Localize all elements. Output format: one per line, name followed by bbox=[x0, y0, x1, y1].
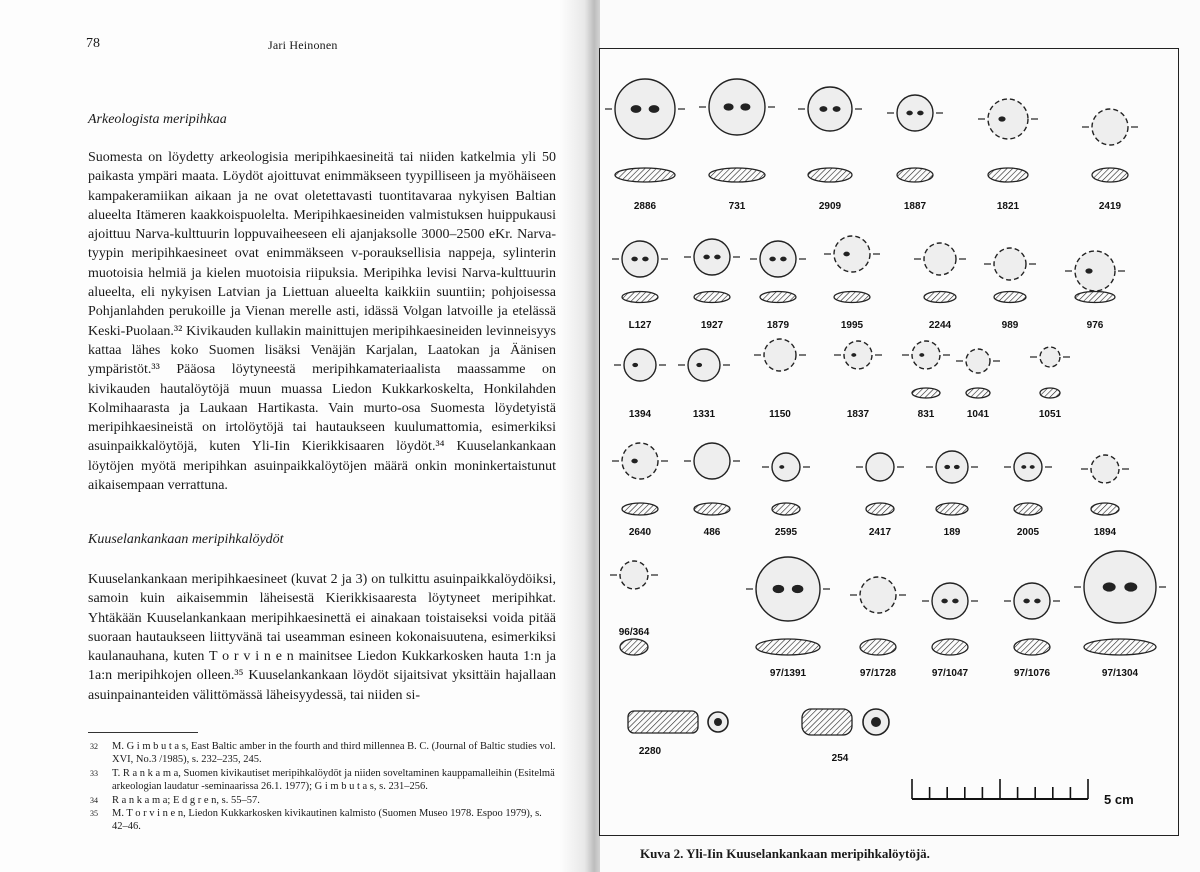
cross-section bbox=[988, 168, 1028, 182]
cross-section bbox=[1040, 388, 1060, 398]
amber-finds-drawing bbox=[600, 49, 1177, 834]
catalog-number: 2417 bbox=[868, 527, 892, 538]
footnote-text: R a n k a m a; E d g r e n, s. 55–57. bbox=[112, 794, 260, 806]
drill-hole bbox=[919, 353, 924, 357]
cross-section bbox=[994, 292, 1026, 303]
cross-section bbox=[772, 503, 800, 515]
running-head: Jari Heinonen bbox=[268, 38, 338, 52]
footnote-text: M. T o r v i n e n, Liedon Kukkarkosken kivikautinen kalmisto (Suomen Museo 1978. Espoo 1979), s. 42–46. bbox=[112, 808, 542, 833]
amber-disc bbox=[622, 443, 658, 479]
scale-label: 5 cm bbox=[1104, 792, 1134, 807]
catalog-number: 1837 bbox=[846, 409, 870, 420]
footnote-number: 35 bbox=[90, 809, 98, 819]
drill-hole bbox=[1085, 268, 1092, 273]
section-heading-kuuselankangas-finds: Kuuselankankaan meripihkalöydöt bbox=[88, 532, 284, 547]
catalog-number: 189 bbox=[943, 527, 961, 538]
drill-hole bbox=[941, 599, 947, 604]
amber-disc bbox=[866, 453, 894, 481]
drill-hole bbox=[1124, 582, 1137, 591]
drill-hole bbox=[917, 111, 923, 116]
drill-hole bbox=[952, 599, 958, 604]
catalog-number: 97/1304 bbox=[1101, 668, 1139, 679]
catalog-number: 2595 bbox=[774, 527, 798, 538]
drill-hole bbox=[851, 353, 856, 357]
amber-disc bbox=[756, 557, 820, 621]
cross-section bbox=[897, 168, 933, 182]
drill-hole bbox=[906, 111, 912, 116]
amber-disc bbox=[897, 95, 933, 131]
catalog-number: L127 bbox=[628, 320, 652, 331]
cross-section bbox=[622, 292, 658, 303]
footnote-divider bbox=[88, 732, 198, 733]
catalog-number: 1150 bbox=[769, 409, 791, 420]
catalog-number: 2886 bbox=[633, 201, 657, 212]
amber-disc bbox=[1075, 251, 1115, 291]
page-number: 78 bbox=[86, 36, 100, 51]
cross-section bbox=[834, 292, 870, 303]
cross-section bbox=[924, 292, 956, 303]
catalog-number: 2280 bbox=[638, 746, 662, 757]
catalog-number: 96/364 bbox=[618, 627, 650, 638]
footnote-text: T. R a n k a m a, Suomen kivikautiset meripihkalöydöt ja niiden soveltaminen kauppamalleihin (Esitelmä arkeologian laudatur -seminaarissa 26.1. 1977); G i m b u t a s, s. 231–256. bbox=[112, 767, 555, 793]
cross-section bbox=[1091, 503, 1119, 515]
amber-disc bbox=[709, 79, 765, 135]
drill-hole bbox=[649, 105, 660, 113]
drill-hole bbox=[998, 116, 1005, 121]
amber-disc bbox=[994, 248, 1026, 280]
catalog-number: 989 bbox=[1001, 320, 1019, 331]
amber-disc bbox=[1084, 551, 1156, 623]
amber-disc bbox=[924, 243, 956, 275]
drill-hole bbox=[843, 252, 849, 257]
drill-hole bbox=[1030, 465, 1035, 469]
amber-disc bbox=[694, 443, 730, 479]
cross-section bbox=[912, 388, 940, 398]
drill-hole bbox=[740, 103, 750, 110]
amber-disc bbox=[1092, 109, 1128, 145]
amber-disc bbox=[936, 451, 968, 483]
amber-disc bbox=[844, 341, 872, 369]
amber-disc bbox=[912, 341, 940, 369]
drill-hole bbox=[714, 255, 720, 260]
catalog-number: 97/1076 bbox=[1013, 668, 1051, 679]
amber-disc bbox=[615, 79, 675, 139]
catalog-number: 1879 bbox=[766, 320, 790, 331]
cross-section bbox=[1014, 503, 1042, 515]
cross-section bbox=[694, 503, 730, 515]
drill-hole bbox=[703, 255, 709, 260]
catalog-number: 97/1047 bbox=[931, 668, 969, 679]
amber-disc bbox=[932, 583, 968, 619]
footnotes bbox=[88, 740, 558, 834]
footnote-text: M. G i m b u t a s, East Baltic amber in the fourth and third millennea B. C. (Journal of Baltic studies vol. XVI, No.3 /1985), s. 232–235, 245. bbox=[112, 741, 556, 766]
cross-section bbox=[1092, 168, 1128, 182]
drill-hole bbox=[1034, 599, 1040, 604]
figure-caption: Kuva 2. Yli-Iin Kuuselankankaan meripihkalöytöjä. bbox=[640, 846, 930, 861]
catalog-number: 976 bbox=[1086, 320, 1104, 331]
catalog-number: 1041 bbox=[966, 409, 990, 420]
drill-hole bbox=[631, 105, 642, 113]
catalog-number: 1394 bbox=[628, 409, 652, 420]
amber-disc bbox=[860, 577, 896, 613]
cross-section bbox=[620, 639, 648, 655]
section-heading-archaeological-amber: Arkeologista meripihkaa bbox=[88, 112, 227, 127]
amber-disc bbox=[988, 99, 1028, 139]
catalog-number: 2419 bbox=[1098, 201, 1122, 212]
amber-disc bbox=[694, 239, 730, 275]
footnote-number: 33 bbox=[90, 768, 98, 778]
catalog-number: 2909 bbox=[818, 201, 842, 212]
footnote bbox=[88, 794, 558, 807]
amber-disc bbox=[620, 561, 648, 589]
footnote-number: 34 bbox=[90, 795, 98, 805]
catalog-number: 254 bbox=[831, 753, 849, 764]
drill-hole bbox=[1021, 465, 1026, 469]
catalog-number: 831 bbox=[917, 409, 935, 420]
drill-hole bbox=[780, 257, 786, 262]
cross-section bbox=[615, 168, 675, 182]
cross-section bbox=[622, 503, 658, 515]
drill-hole bbox=[1023, 599, 1029, 604]
amber-disc bbox=[1091, 455, 1119, 483]
catalog-number: 1927 bbox=[700, 320, 724, 331]
catalog-number: 1894 bbox=[1093, 527, 1117, 538]
catalog-number: 486 bbox=[703, 527, 721, 538]
amber-disc bbox=[764, 339, 796, 371]
amber-disc bbox=[772, 453, 800, 481]
drill-hole bbox=[631, 459, 637, 464]
footnote bbox=[88, 807, 558, 834]
footnote-number: 32 bbox=[90, 742, 98, 751]
drill-hole bbox=[724, 103, 734, 110]
drill-hole bbox=[819, 106, 827, 112]
footnote bbox=[88, 767, 558, 794]
drill-hole bbox=[871, 717, 881, 727]
cylinder-bead bbox=[628, 711, 698, 733]
drill-hole bbox=[632, 363, 638, 367]
catalog-number: 97/1391 bbox=[769, 668, 807, 679]
amber-disc bbox=[808, 87, 852, 131]
footnote bbox=[88, 740, 558, 767]
catalog-number: 2244 bbox=[928, 320, 952, 331]
catalog-number: 97/1728 bbox=[859, 668, 897, 679]
cross-section bbox=[756, 639, 820, 655]
drill-hole bbox=[1103, 582, 1116, 591]
cross-section bbox=[860, 639, 896, 655]
drill-hole bbox=[944, 465, 950, 469]
drill-hole bbox=[769, 257, 775, 262]
drill-hole bbox=[779, 465, 784, 469]
amber-disc bbox=[622, 241, 658, 277]
section-paragraph-archaeological-amber: Suomesta on löydetty arkeologisia meripihkaesineitä tai niiden katkelmia yli 50 paikasta ympäri maata. Löydöt ajoittuvat enimmäkseen tyypilliseen ja myöhäiseen kampakeramiikan aikaan ja ne ovat oletettavasti tuontitavaraa nykyisen Baltian alueelta Itämeren kaakkoispuolelta. Meripihkaesineiden valmistuksen huippukausi ajoittuu Narva-kulttuurin loppuvaiheeseen eli ajanjaksolle 3000–2500 eKr. Narva-tyypin meripihkaesineet ovat enimmäkseen v-porauksellisia nappeja, sylinterin muotoisia helmiä ja kielen muotoisia riipuksia. Meripihka levisi Narva-kulttuurin alueelta, eli nykyisen Latvian ja Liettuan alueelta kaikkiin suuntiin; pohjoisessa Pohjanlahden perukoille ja Vienan merelle asti, idässä Volgan latvoille ja etelässä Keski-Puolaan.³² Kivikauden kullakin mainittujen meripihkaesineiden levinneisyys kattaa lähes koko Suomen lisäksi Venäjän Karjalan, Laatokan ja Äänisen ympäristöt.³³ Pääosa löytyneestä meripihkamateriaalista maassamme on kivikauden hautalöytöjä muun muassa Liedon Kukkarkoskelta, Honkilahden Kolmihaarasta ja Laukaan Hartikasta. Vain murto-osa Suomesta löydetyistä meripihkaesineistä on irtolöytöjä tai hautaukseen kuulumattomia, esimerkiksi asuinpaikkalöytöjä, kuten Yli-Iin Kierikkisaaren löydöt.³⁴ Kuuselankankaan löytöjen myötä meripihkan asuinpaikkalöytöjen määrä onkin moninkertaistunut aikaisempaan verrattuna. bbox=[88, 150, 556, 494]
cross-section bbox=[760, 292, 796, 303]
cross-section bbox=[866, 503, 894, 515]
catalog-number: 731 bbox=[728, 201, 746, 212]
amber-disc bbox=[966, 349, 990, 373]
cross-section bbox=[966, 388, 990, 398]
drill-hole bbox=[792, 585, 804, 593]
cross-section bbox=[1014, 639, 1050, 655]
catalog-number: 2005 bbox=[1016, 527, 1040, 538]
amber-disc bbox=[1014, 453, 1042, 481]
left-page bbox=[0, 0, 590, 872]
catalog-number: 1821 bbox=[996, 201, 1020, 212]
drill-hole bbox=[642, 257, 648, 262]
drill-hole bbox=[773, 585, 785, 593]
drill-hole bbox=[696, 363, 702, 367]
cross-section bbox=[694, 292, 730, 303]
catalog-number: 2640 bbox=[628, 527, 652, 538]
cross-section bbox=[1084, 639, 1156, 655]
amber-disc bbox=[1014, 583, 1050, 619]
catalog-number: 1887 bbox=[903, 201, 927, 212]
cross-section bbox=[1075, 292, 1115, 303]
cross-section bbox=[932, 639, 968, 655]
cross-section bbox=[808, 168, 852, 182]
catalog-number: 1051 bbox=[1038, 409, 1062, 420]
cross-section bbox=[709, 168, 765, 182]
drill-hole bbox=[714, 718, 722, 726]
catalog-number: 1331 bbox=[692, 409, 716, 420]
amber-disc bbox=[688, 349, 720, 381]
cylinder-bead bbox=[802, 709, 852, 735]
amber-disc bbox=[834, 236, 870, 272]
amber-disc bbox=[760, 241, 796, 277]
figure-plate bbox=[599, 48, 1179, 836]
cross-section bbox=[936, 503, 968, 515]
amber-disc bbox=[1040, 347, 1060, 367]
catalog-number: 1995 bbox=[840, 320, 864, 331]
section-paragraph-kuuselankangas-finds: Kuuselankankaan meripihkaesineet (kuvat 2 ja 3) on tulkittu asuinpaikkalöydöiksi, samoin kuin aikaisemmin läheisestä Kierikkisaaresta löytyneet meripihkat. Yhtäkään Kuuselankankaan meripihkaesinettä ei ainakaan toistaiseksi voida pitää suoraan hautaukseen liittyvänä tai useamman esineen kokonaisuutena, esimerkiksi kaulanauhana, kuten T o r v i n e n mainitsee Liedon Kukkarkosken hauta 1:n ja 1a:n meripihkojen olleen.³⁵ Kuuselankankaan löydöt sijaitsivat yksittäin hajallaan asuinpainanteiden välittömässä läheisyydessä, tai niiden si- bbox=[88, 572, 556, 703]
amber-disc bbox=[624, 349, 656, 381]
drill-hole bbox=[631, 257, 637, 262]
drill-hole bbox=[954, 465, 960, 469]
drill-hole bbox=[833, 106, 841, 112]
